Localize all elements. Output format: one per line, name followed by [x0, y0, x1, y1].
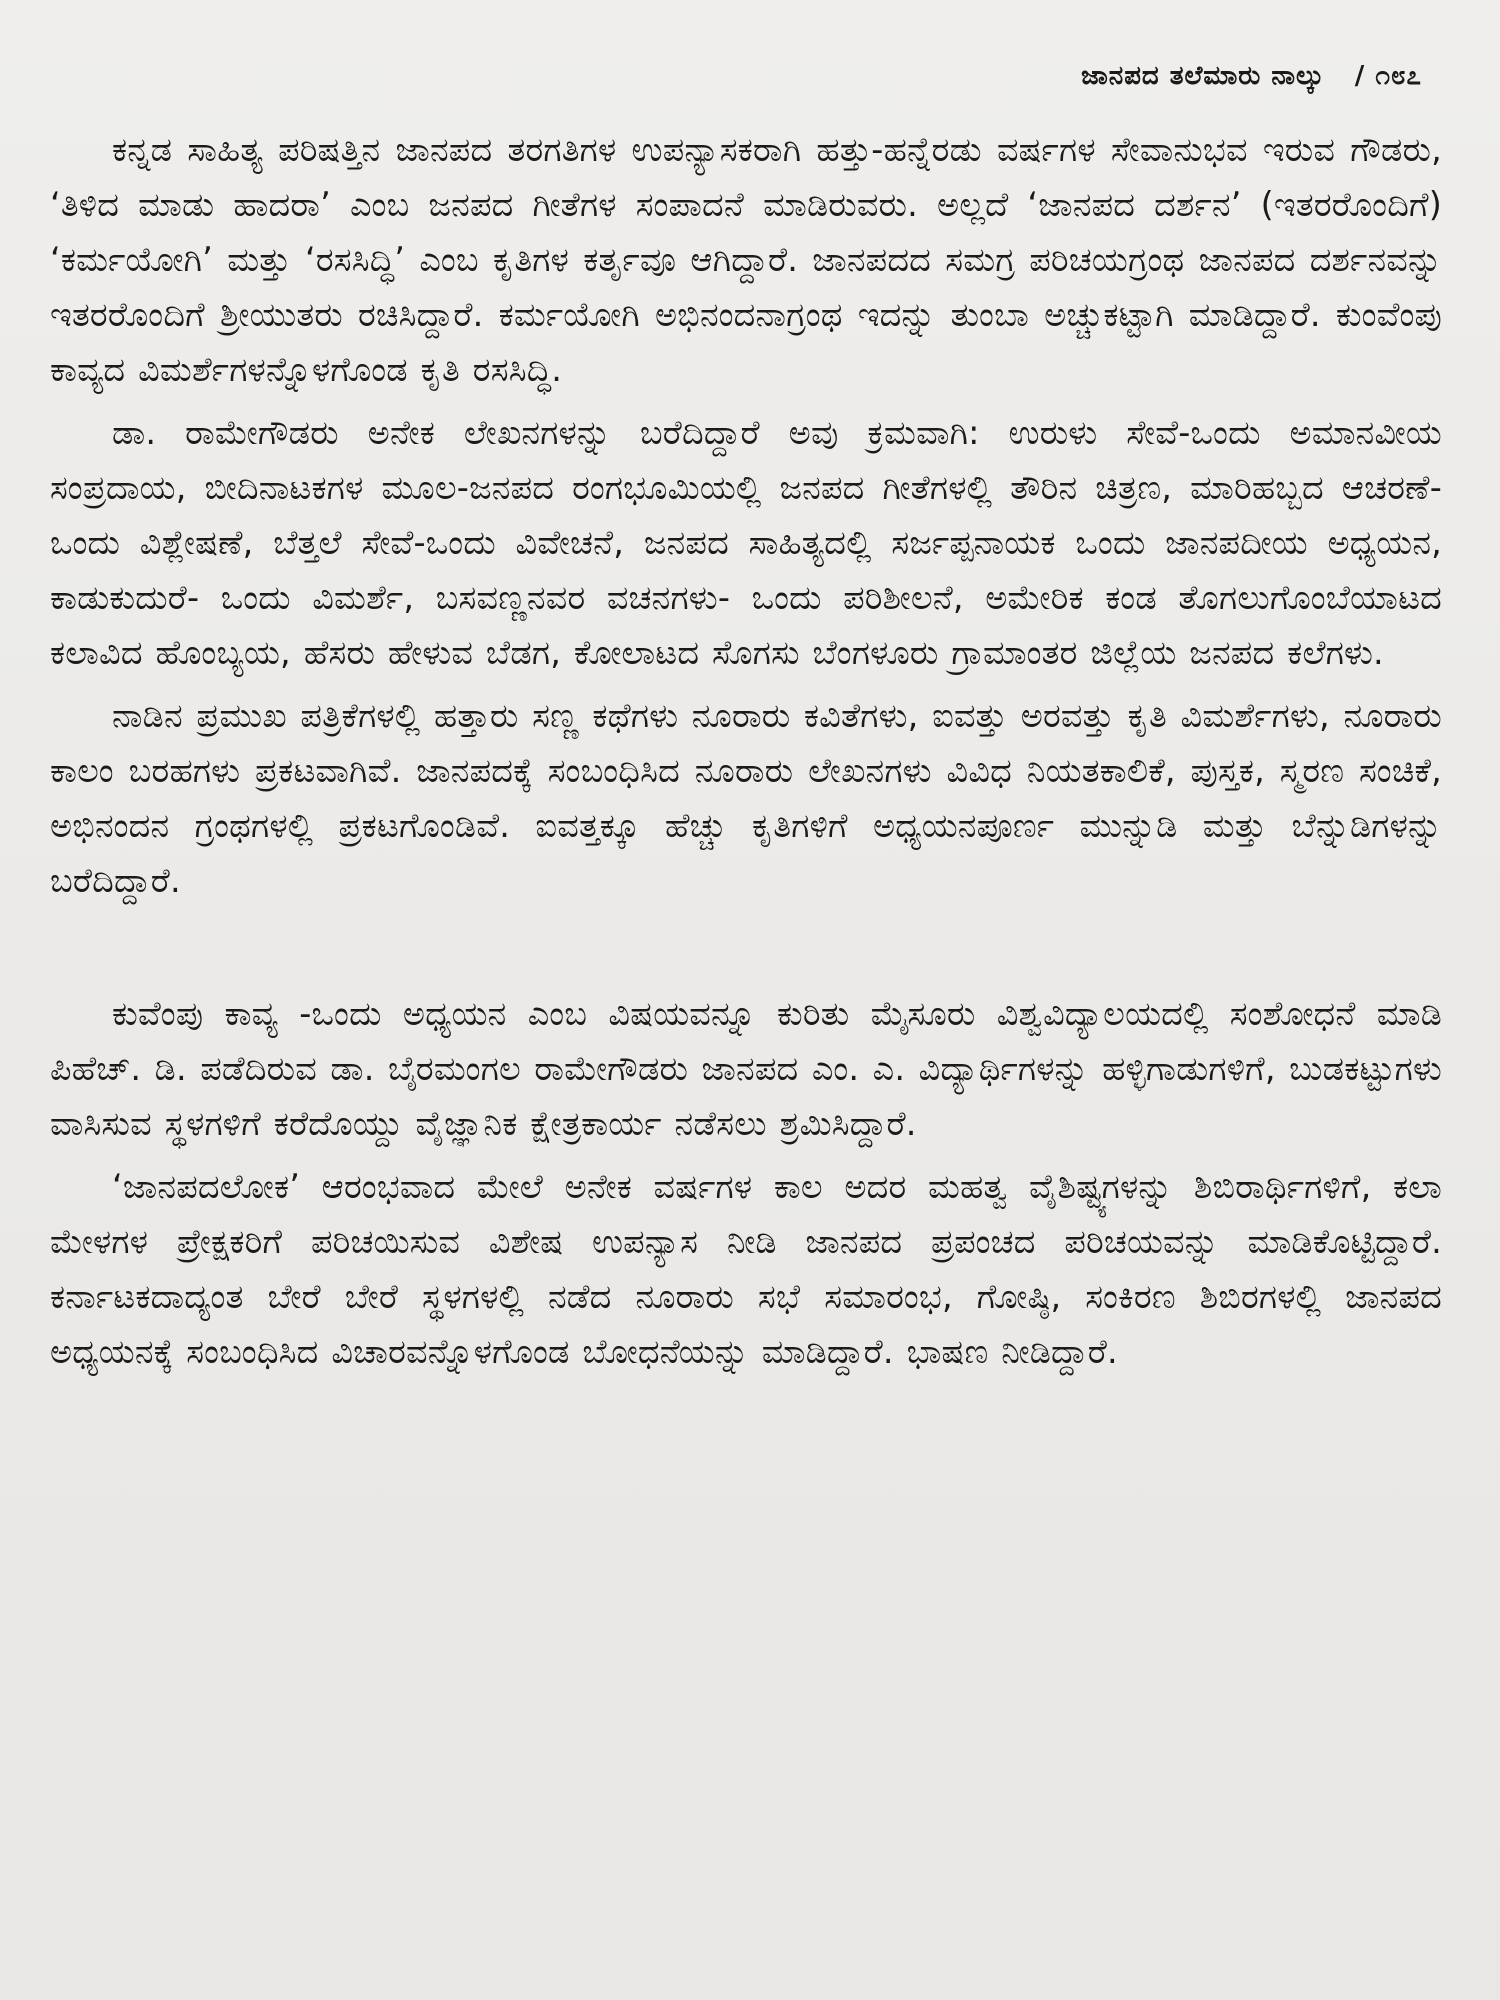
paragraph-4: ಕುವೆಂಪು ಕಾವ್ಯ -ಒಂದು ಅಧ್ಯಯನ ಎಂಬ ವಿಷಯವನ್ನೂ ಕುರಿತು ಮೈಸೂರು ವಿಶ್ವವಿದ್ಯಾಲಯದಲ್ಲಿ ಸಂಶೋಧನೆ ಮಾಡಿ ಪಿಹೆಚ್. ಡಿ. ಪಡೆದಿರುವ ಡಾ. ಬೈರಮಂಗಲ ರಾಮೇಗೌಡರು ಜಾನಪದ ಎಂ. ಎ. ವಿದ್ಯಾರ್ಥಿಗಳನ್ನು ಹಳ್ಳಿಗಾಡುಗಳಿಗೆ, ಬುಡಕಟ್ಟುಗಳು ವಾಸಿಸುವ ಸ್ಥಳಗಳಿಗೆ ಕರೆದೊಯ್ದು ವೈಜ್ಞಾನಿಕ ಕ್ಷೇತ್ರಕಾರ್ಯ ನಡೆಸಲು ಶ್ರಮಿಸಿದ್ದಾರೆ. — [50, 993, 1442, 1143]
paragraph-1: ಕನ್ನಡ ಸಾಹಿತ್ಯ ಪರಿಷತ್ತಿನ ಜಾನಪದ ತರಗತಿಗಳ ಉಪನ್ಯಾಸಕರಾಗಿ ಹತ್ತು-ಹನ್ನೆರಡು ವರ್ಷಗಳ ಸೇವಾನುಭವ ಇರುವ ಗೌಡರು, ‘ತಿಳಿದ ಮಾಡು ಹಾದರಾ’ ಎಂಬ ಜನಪದ ಗೀತೆಗಳ ಸಂಪಾದನೆ ಮಾಡಿರುವರು. ಅಲ್ಲದೆ ‘ಜಾನಪದ ದರ್ಶನ’ (ಇತರರೊಂದಿಗೆ) ‘ಕರ್ಮಯೋಗಿ’ ಮತ್ತು ‘ರಸಸಿದ್ಧಿ’ ಎಂಬ ಕೃತಿಗಳ ಕರ್ತೃವೂ ಆಗಿದ್ದಾರೆ. ಜಾನಪದದ ಸಮಗ್ರ ಪರಿಚಯಗ್ರಂಥ ಜಾನಪದ ದರ್ಶನವನ್ನು ಇತರರೊಂದಿಗೆ ಶ್ರೀಯುತರು ರಚಿಸಿದ್ದಾರೆ. ಕರ್ಮಯೋಗಿ ಅಭಿನಂದನಾಗ್ರಂಥ ಇದನ್ನು ತುಂಬಾ ಅಚ್ಚುಕಟ್ಟಾಗಿ ಮಾಡಿದ್ದಾರೆ. ಕುಂವೆಂಪು ಕಾವ್ಯದ ವಿಮರ್ಶೆಗಳನ್ನೊಳಗೊಂಡ ಕೃತಿ ರಸಸಿದ್ಧಿ. — [50, 129, 1442, 389]
paragraph-3: ನಾಡಿನ ಪ್ರಮುಖ ಪತ್ರಿಕೆಗಳಲ್ಲಿ ಹತ್ತಾರು ಸಣ್ಣ ಕಥೆಗಳು ನೂರಾರು ಕವಿತೆಗಳು, ಐವತ್ತು ಅರವತ್ತು ಕೃತಿ ವಿಮರ್ಶೆಗಳು, ನೂರಾರು ಕಾಲಂ ಬರಹಗಳು ಪ್ರಕಟವಾಗಿವೆ. ಜಾನಪದಕ್ಕೆ ಸಂಬಂಧಿಸಿದ ನೂರಾರು ಲೇಖನಗಳು ವಿವಿಧ ನಿಯತಕಾಲಿಕೆ, ಪುಸ್ತಕ, ಸ್ಮರಣ ಸಂಚಿಕೆ, ಅಭಿನಂದನ ಗ್ರಂಥಗಳಲ್ಲಿ ಪ್ರಕಟಗೊಂಡಿವೆ. ಐವತ್ತಕ್ಕೂ ಹೆಚ್ಚು ಕೃತಿಗಳಿಗೆ ಅಧ್ಯಯನಪೂರ್ಣ ಮುನ್ನುಡಿ ಮತ್ತು ಬೆನ್ನುಡಿಗಳನ್ನು ಬರೆದಿದ್ದಾರೆ. — [50, 695, 1442, 900]
book-title: ಜಾನಪದ ತಲೆಮಾರು ನಾಲ್ಕು — [1081, 61, 1325, 91]
paragraph-2: ಡಾ. ರಾಮೇಗೌಡರು ಅನೇಕ ಲೇಖನಗಳನ್ನು ಬರೆದಿದ್ದಾರೆ ಅವು ಕ್ರಮವಾಗಿ: ಉರುಳು ಸೇವೆ-ಒಂದು ಅಮಾನವೀಯ ಸಂಪ್ರದಾಯ, ಬೀದಿನಾಟಕಗಳ ಮೂಲ-ಜನಪದ ರಂಗಭೂಮಿಯಲ್ಲಿ ಜನಪದ ಗೀತೆಗಳಲ್ಲಿ ತೌರಿನ ಚಿತ್ರಣ, ಮಾರಿಹಬ್ಬದ ಆಚರಣೆ-ಒಂದು ವಿಶ್ಲೇಷಣೆ, ಬೆತ್ತಲೆ ಸೇವೆ-ಒಂದು ವಿವೇಚನೆ, ಜನಪದ ಸಾಹಿತ್ಯದಲ್ಲಿ ಸರ್ಜಪ್ಪನಾಯಕ ಒಂದು ಜಾನಪದೀಯ ಅಧ್ಯಯನ, ಕಾಡುಕುದುರೆ- ಒಂದು ವಿಮರ್ಶೆ, ಬಸವಣ್ಣನವರ ವಚನಗಳು- ಒಂದು ಪರಿಶೀಲನೆ, ಅಮೇರಿಕ ಕಂಡ ತೊಗಲುಗೊಂಬೆಯಾಟದ ಕಲಾವಿದ ಹೊಂಬ್ಯಯ, ಹೆಸರು ಹೇಳುವ ಬೆಡಗ, ಕೋಲಾಟದ ಸೊಗಸು ಬೆಂಗಳೂರು ಗ್ರಾಮಾಂತರ ಜಿಲ್ಲೆಯ ಜನಪದ ಕಲೆಗಳು. — [50, 412, 1442, 672]
paragraph-5: ‘ಜಾನಪದಲೋಕ’ ಆರಂಭವಾದ ಮೇಲೆ ಅನೇಕ ವರ್ಷಗಳ ಕಾಲ ಅದರ ಮಹತ್ವ ವೈಶಿಷ್ಟ್ಯಗಳನ್ನು ಶಿಬಿರಾರ್ಥಿಗಳಿಗೆ, ಕಲಾ ಮೇಳಗಳ ಪ್ರೇಕ್ಷಕರಿಗೆ ಪರಿಚಯಿಸುವ ವಿಶೇಷ ಉಪನ್ಯಾಸ ನೀಡಿ ಜಾನಪದ ಪ್ರಪಂಚದ ಪರಿಚಯವನ್ನು ಮಾಡಿಕೊಟ್ಟಿದ್ದಾರೆ. ಕರ್ನಾಟಕದಾದ್ಯಂತ ಬೇರೆ ಬೇರೆ ಸ್ಥಳಗಳಲ್ಲಿ ನಡೆದ ನೂರಾರು ಸಭೆ ಸಮಾರಂಭ, ಗೋಷ್ಠಿ, ಸಂಕಿರಣ ಶಿಬಿರಗಳಲ್ಲಿ ಜಾನಪದ ಅಧ್ಯಯನಕ್ಕೆ ಸಂಬಂಧಿಸಿದ ವಿಚಾರವನ್ನೊಳಗೊಂಡ ಬೋಧನೆಯನ್ನು ಮಾಡಿದ್ದಾರೆ. ಭಾಷಣ ನೀಡಿದ್ದಾರೆ. — [50, 1166, 1442, 1371]
page-number: / ೧೮೭ — [1354, 61, 1422, 91]
running-header — [50, 60, 1442, 94]
